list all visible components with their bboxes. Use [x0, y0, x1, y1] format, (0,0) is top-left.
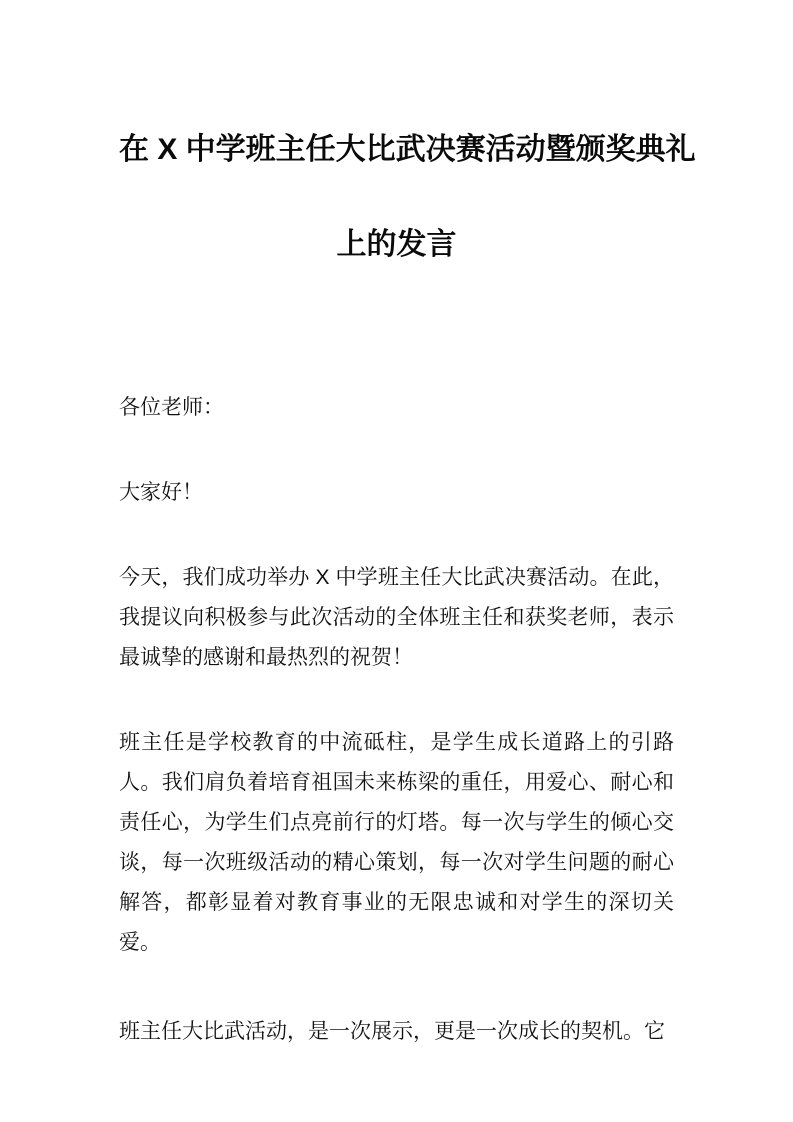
document-title-line-1: 在 X 中学班主任大比武决赛活动暨颁奖典礼	[119, 133, 696, 166]
paragraph-salutation: 各位老师：	[119, 396, 224, 419]
document-title-line-2: 上的发言	[336, 228, 457, 261]
paragraph-competition-significance: 班主任大比武活动，是一次展示，更是一次成长的契机。它	[119, 1020, 665, 1043]
paragraph-head-teacher-role: 班主任是学校教育的中流砥柱，是学生成长道路上的引路人。我们肩负着培育祖国未来栋梁的重任，用爱心、耐心和责任心，为学生们点亮前行的灯塔。每一次与学生的倾心交谈，每一次班级活动的精心策划，每一次对学生问题的耐心解答，都彰显着对教育事业的无限忠诚和对学生的深切关爱。	[119, 731, 674, 954]
paragraph-greeting: 大家好！	[119, 481, 203, 504]
paragraph-thanks-congratulations: 今天，我们成功举办 X 中学班主任大比武决赛活动。在此，我提议向积极参与此次活动的全体班主任和获奖老师，表示最诚挚的感谢和最热烈的祝贺！	[119, 566, 674, 669]
